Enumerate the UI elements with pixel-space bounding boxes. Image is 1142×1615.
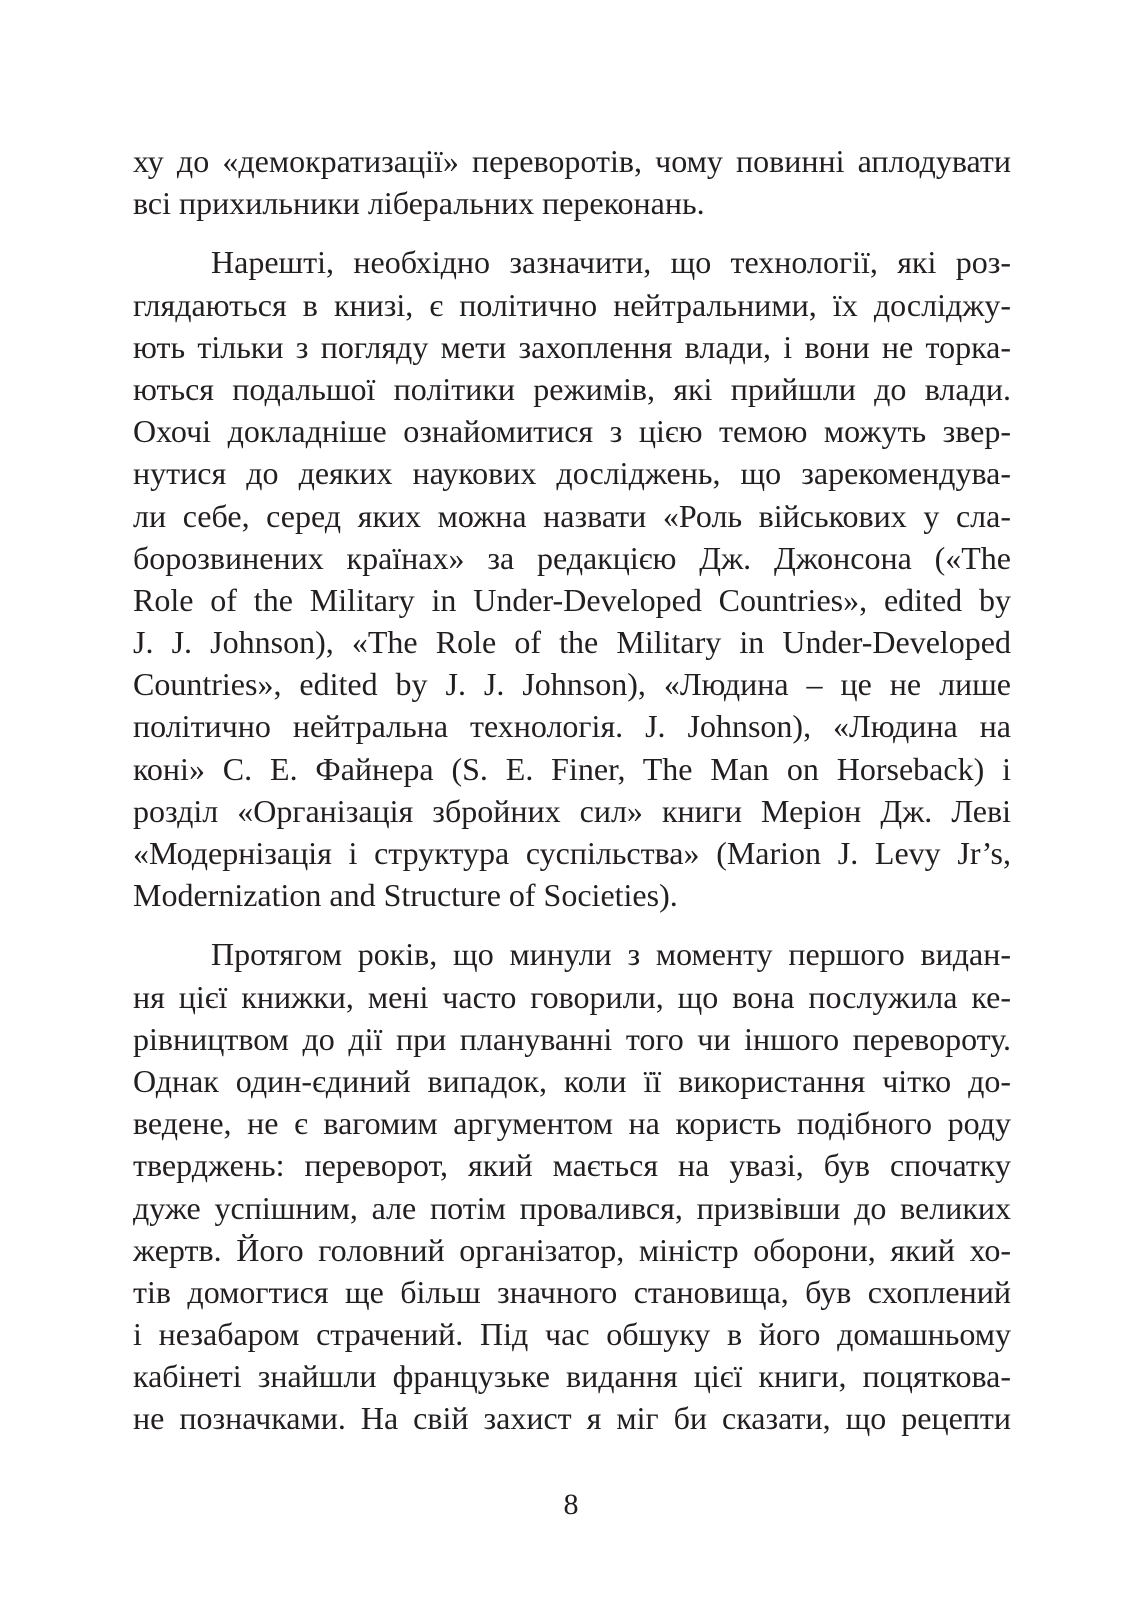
paragraph-gap [133, 224, 1011, 241]
text-line: всі прихильники ліберальних переконань. [133, 185, 705, 222]
text-line: Однак один-єдиний випадок, коли її використання чітко до- [133, 1062, 1011, 1099]
text-line: не позначками. На свій захист я міг би сказати, що рецепти [133, 1400, 1011, 1437]
text-line: тів домогтися ще більш значного становища, був схоплений [133, 1273, 1011, 1310]
text-line: коні» С. Е. Файнера (S. E. Finer, The Man on Horseback) і [133, 750, 1011, 787]
text-line: Role of the Military in Under-Developed Countries», edited by [133, 581, 1011, 618]
text-line: Охочі докладніше ознайомитися з цією темою можуть звер- [133, 413, 1011, 450]
text-line: тверджень: переворот, який мається на увазі, був спочатку [133, 1147, 1011, 1184]
text-line: ли себе, серед яких можна назвати «Роль військових у сла- [133, 497, 1011, 534]
text-line: «Модернізація і структура суспільства» (Marion J. Levy Jr’s, [133, 835, 1011, 871]
text-line: J. J. Johnson), «The Role of the Military in Under-Developed [133, 624, 1011, 661]
text-line: ють тільки з погляду мети захоплення влади, і вони не торка- [133, 328, 1011, 365]
page-number: 8 [563, 1488, 579, 1521]
text-line: Countries», edited by J. J. Johnson), «Людина – це не лише [133, 666, 1011, 703]
text-line: Modernization and Structure of Societies). [133, 877, 678, 914]
text-line: борозвинених країнах» за редакцією Дж. Джонсона («The [133, 539, 1011, 576]
text-line: Протягом років, що минули з моменту першого видан- [211, 936, 1011, 973]
text-line: глядаються в книзі, є політично нейтральними, їх досліджу- [133, 286, 1011, 323]
text-line: Нарешті, необхідно зазначити, що технології, які роз- [211, 244, 1011, 281]
text-line: ня цієї книжки, мені часто говорили, що вона послужила ке- [133, 978, 1011, 1015]
text-line: жертв. Його головний організатор, міністр оборони, який хо- [133, 1231, 1011, 1268]
text-line: розділ «Організація збройних сил» книги Меріон Дж. Леві [133, 792, 1011, 829]
text-line: політично нейтральна технологія. J. Johnson), «Людина на [133, 708, 1011, 745]
text-line: ху до «демократизації» переворотів, чому повинні аплодувати [133, 143, 1011, 179]
body-text [133, 140, 1011, 1440]
text-line: дуже успішним, але потім провалився, призвівши до великих [133, 1189, 1011, 1226]
text-line: ються подальшої політики режимів, які прийшли до влади. [133, 370, 1011, 407]
text-line: кабінеті знайшли французьке видання цієї книги, поцяткова- [133, 1358, 1011, 1395]
paragraph-gap [133, 916, 1011, 933]
text-line: нутися до деяких наукових досліджень, що зарекомендува- [133, 455, 1011, 492]
text-line: рівництвом до дії при плануванні того чи іншого перевороту. [133, 1020, 1011, 1057]
text-line: і незабаром страчений. Під час обшуку в його домашньому [133, 1316, 1011, 1353]
text-line: ведене, не є вагомим аргументом на користь подібного роду [133, 1105, 1011, 1142]
